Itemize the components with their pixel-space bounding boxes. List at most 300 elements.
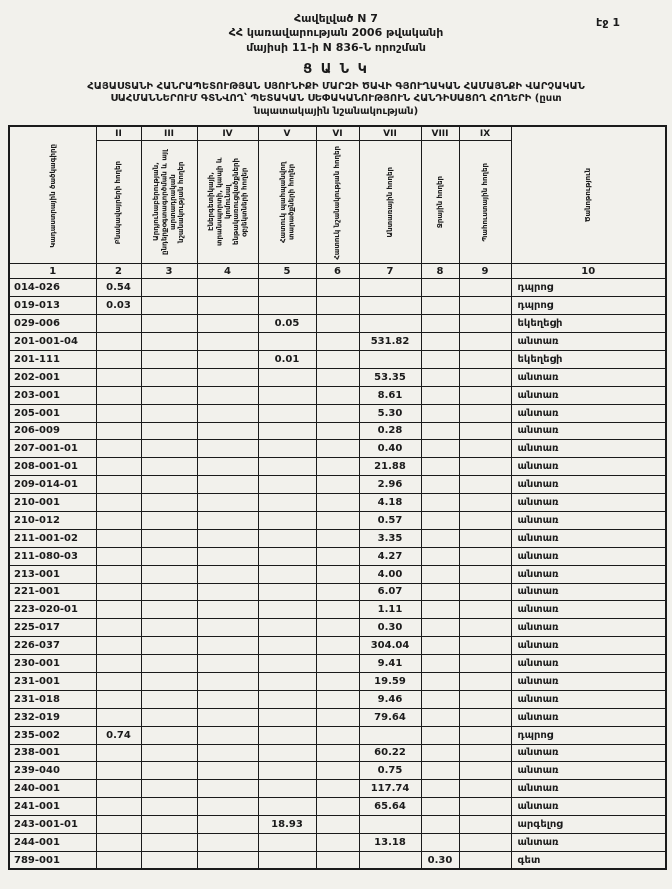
value-cell-col7: 0.28 — [359, 422, 421, 440]
note-cell: անտառ — [511, 333, 666, 351]
cadastral-code-cell: 203-001 — [9, 386, 96, 404]
value-cell-col8 — [421, 547, 459, 565]
table-row — [9, 386, 666, 404]
value-cell-col4 — [197, 511, 258, 529]
value-cell-col8 — [421, 422, 459, 440]
value-cell-col4 — [197, 404, 258, 422]
cadastral-code-cell: 207-001-01 — [9, 440, 96, 458]
value-cell-col9 — [459, 529, 511, 547]
value-cell-col3 — [141, 458, 197, 476]
note-cell: անտառ — [511, 744, 666, 762]
note-cell: անտառ — [511, 762, 666, 780]
roman-numeral-vi: VI — [317, 127, 359, 141]
col-header-industrial-lands — [141, 126, 197, 264]
value-cell-col3 — [141, 708, 197, 726]
value-cell-col7 — [359, 315, 421, 333]
value-cell-col4 — [197, 780, 258, 798]
value-cell-col3 — [141, 529, 197, 547]
table-row — [9, 458, 666, 476]
value-cell-col5 — [258, 440, 316, 458]
value-cell-col5 — [258, 637, 316, 655]
rotated-header-reserve-lands: Պահուստային հողեր — [480, 163, 489, 242]
table-row — [9, 315, 666, 333]
note-cell: անտառ — [511, 529, 666, 547]
value-cell-col4 — [197, 315, 258, 333]
value-cell-col2 — [96, 315, 141, 333]
value-cell-col5 — [258, 565, 316, 583]
roman-numeral-iv: IV — [198, 127, 258, 141]
value-cell-col5 — [258, 368, 316, 386]
value-cell-col4 — [197, 690, 258, 708]
value-cell-col8 — [421, 798, 459, 816]
note-cell: անտառ — [511, 780, 666, 798]
table-row — [9, 404, 666, 422]
cadastral-code-cell: 201-111 — [9, 350, 96, 368]
value-cell-col7: 13.18 — [359, 834, 421, 852]
value-cell-col4 — [197, 476, 258, 494]
value-cell-col7 — [359, 350, 421, 368]
value-cell-col6 — [316, 851, 359, 869]
value-cell-col8 — [421, 458, 459, 476]
value-cell-col6 — [316, 637, 359, 655]
note-cell: անտառ — [511, 458, 666, 476]
value-cell-col3 — [141, 726, 197, 744]
value-cell-col9 — [459, 386, 511, 404]
value-cell-col3 — [141, 440, 197, 458]
rotated-header-infrastructure-lands: Էներգետիկայի, տրանսպորտի, կապի և կոմունալ ենթակառուցվածքների օբյեկտների հողեր — [206, 158, 249, 247]
value-cell-col2 — [96, 440, 141, 458]
value-cell-col3 — [141, 690, 197, 708]
rotated-header-industrial-lands: Արդյունաբերության, ընդերքօգտագործման և այլ արտադրական նշանակության հողեր — [152, 149, 186, 256]
value-cell-col8 — [421, 780, 459, 798]
value-cell-col6 — [316, 440, 359, 458]
value-cell-col3 — [141, 404, 197, 422]
table-row — [9, 422, 666, 440]
column-number-8: 8 — [421, 264, 459, 279]
value-cell-col3 — [141, 851, 197, 869]
value-cell-col2 — [96, 708, 141, 726]
value-cell-col7: 117.74 — [359, 780, 421, 798]
table-row — [9, 350, 666, 368]
cadastral-code-cell: 209-014-01 — [9, 476, 96, 494]
note-cell: անտառ — [511, 476, 666, 494]
value-cell-col6 — [316, 726, 359, 744]
cadastral-code-cell: 211-001-02 — [9, 529, 96, 547]
value-cell-col2 — [96, 655, 141, 673]
table-row — [9, 583, 666, 601]
value-cell-col5 — [258, 708, 316, 726]
value-cell-col7: 0.57 — [359, 511, 421, 529]
value-cell-col5 — [258, 744, 316, 762]
note-cell: անտառ — [511, 440, 666, 458]
table-row — [9, 762, 666, 780]
value-cell-col3 — [141, 583, 197, 601]
value-cell-col6 — [316, 690, 359, 708]
value-cell-col8 — [421, 816, 459, 834]
value-cell-col4 — [197, 494, 258, 512]
value-cell-col8 — [421, 404, 459, 422]
value-cell-col4 — [197, 798, 258, 816]
cadastral-code-cell: 244-001 — [9, 834, 96, 852]
note-cell: անտառ — [511, 547, 666, 565]
table-row — [9, 476, 666, 494]
value-cell-col2 — [96, 834, 141, 852]
value-cell-col3 — [141, 798, 197, 816]
value-cell-col7: 1.11 — [359, 601, 421, 619]
table-row — [9, 368, 666, 386]
cadastral-code-cell: 226-037 — [9, 637, 96, 655]
value-cell-col4 — [197, 601, 258, 619]
note-cell: դպրոց — [511, 279, 666, 297]
note-cell: անտառ — [511, 708, 666, 726]
value-cell-col5 — [258, 547, 316, 565]
value-cell-col9 — [459, 494, 511, 512]
value-cell-col4 — [197, 726, 258, 744]
cadastral-code-cell: 019-013 — [9, 297, 96, 315]
table-row — [9, 529, 666, 547]
value-cell-col5 — [258, 511, 316, 529]
value-cell-col9 — [459, 708, 511, 726]
note-cell: անտառ — [511, 565, 666, 583]
value-cell-col5 — [258, 458, 316, 476]
value-cell-col8 — [421, 333, 459, 351]
cadastral-code-cell: 201-001-04 — [9, 333, 96, 351]
value-cell-col8 — [421, 583, 459, 601]
value-cell-col9 — [459, 780, 511, 798]
column-number-6: 6 — [316, 264, 359, 279]
value-cell-col2 — [96, 511, 141, 529]
value-cell-col2 — [96, 744, 141, 762]
note-cell: անտառ — [511, 583, 666, 601]
value-cell-col7: 531.82 — [359, 333, 421, 351]
value-cell-col6 — [316, 601, 359, 619]
column-number-4: 4 — [197, 264, 258, 279]
value-cell-col7: 8.61 — [359, 386, 421, 404]
cadastral-code-cell: 211-080-03 — [9, 547, 96, 565]
col-header-reserve-lands — [459, 126, 511, 264]
col-header-infrastructure-lands — [197, 126, 258, 264]
value-cell-col2 — [96, 350, 141, 368]
value-cell-col2 — [96, 762, 141, 780]
value-cell-col9 — [459, 690, 511, 708]
table-row — [9, 726, 666, 744]
document-header — [0, 0, 672, 55]
value-cell-col3 — [141, 816, 197, 834]
note-cell: անտառ — [511, 690, 666, 708]
value-cell-col5: 18.93 — [258, 816, 316, 834]
value-cell-col5 — [258, 619, 316, 637]
value-cell-col5 — [258, 529, 316, 547]
value-cell-col8 — [421, 690, 459, 708]
value-cell-col7: 9.46 — [359, 690, 421, 708]
column-number-10: 10 — [511, 264, 666, 279]
value-cell-col3 — [141, 744, 197, 762]
value-cell-col4 — [197, 368, 258, 386]
value-cell-col7: 4.18 — [359, 494, 421, 512]
value-cell-col6 — [316, 350, 359, 368]
value-cell-col4 — [197, 583, 258, 601]
value-cell-col6 — [316, 583, 359, 601]
col-header-special-purpose-lands — [316, 126, 359, 264]
value-cell-col4 — [197, 297, 258, 315]
note-cell: դպրոց — [511, 726, 666, 744]
value-cell-col3 — [141, 619, 197, 637]
cadastral-code-cell: 210-001 — [9, 494, 96, 512]
cadastral-code-cell: 789-001 — [9, 851, 96, 869]
note-cell: անտառ — [511, 404, 666, 422]
cadastral-code-cell: 205-001 — [9, 404, 96, 422]
value-cell-col5 — [258, 726, 316, 744]
state-lands-table — [8, 125, 667, 870]
value-cell-col4 — [197, 333, 258, 351]
value-cell-col2 — [96, 583, 141, 601]
value-cell-col8 — [421, 708, 459, 726]
value-cell-col9 — [459, 672, 511, 690]
value-cell-col3 — [141, 422, 197, 440]
value-cell-col4 — [197, 708, 258, 726]
value-cell-col8 — [421, 511, 459, 529]
value-cell-col5 — [258, 583, 316, 601]
value-cell-col3 — [141, 333, 197, 351]
value-cell-col7: 9.41 — [359, 655, 421, 673]
value-cell-col3 — [141, 297, 197, 315]
value-cell-col8 — [421, 834, 459, 852]
rotated-header-forest-lands: Անտառային հողեր — [385, 167, 394, 238]
roman-numeral-ix: IX — [460, 127, 511, 141]
value-cell-col3 — [141, 494, 197, 512]
value-cell-col2 — [96, 547, 141, 565]
value-cell-col7: 304.04 — [359, 637, 421, 655]
value-cell-col6 — [316, 547, 359, 565]
value-cell-col2 — [96, 690, 141, 708]
value-cell-col9 — [459, 726, 511, 744]
roman-numeral-v: V — [259, 127, 316, 141]
value-cell-col4 — [197, 816, 258, 834]
value-cell-col2 — [96, 422, 141, 440]
note-cell: անտառ — [511, 619, 666, 637]
value-cell-col9 — [459, 851, 511, 869]
value-cell-col7 — [359, 279, 421, 297]
value-cell-col9 — [459, 601, 511, 619]
value-cell-col6 — [316, 744, 359, 762]
table-row — [9, 672, 666, 690]
table-row — [9, 511, 666, 529]
table-row — [9, 798, 666, 816]
value-cell-col2 — [96, 851, 141, 869]
value-cell-col6 — [316, 780, 359, 798]
header-line-government: ՀՀ կառավարության 2006 թվականի — [228, 26, 444, 40]
value-cell-col6 — [316, 386, 359, 404]
value-cell-col6 — [316, 655, 359, 673]
column-number-3: 3 — [141, 264, 197, 279]
table-row — [9, 547, 666, 565]
value-cell-col3 — [141, 655, 197, 673]
cadastral-code-cell: 232-019 — [9, 708, 96, 726]
value-cell-col9 — [459, 440, 511, 458]
value-cell-col5 — [258, 494, 316, 512]
value-cell-col3 — [141, 386, 197, 404]
note-cell: անտառ — [511, 601, 666, 619]
table-row — [9, 279, 666, 297]
value-cell-col7: 4.00 — [359, 565, 421, 583]
value-cell-col6 — [316, 404, 359, 422]
cadastral-code-cell: 239-040 — [9, 762, 96, 780]
value-cell-col4 — [197, 386, 258, 404]
value-cell-col4 — [197, 744, 258, 762]
value-cell-col8 — [421, 637, 459, 655]
value-cell-col5 — [258, 690, 316, 708]
value-cell-col2: 0.54 — [96, 279, 141, 297]
table-row — [9, 834, 666, 852]
value-cell-col6 — [316, 494, 359, 512]
value-cell-col2: 0.03 — [96, 297, 141, 315]
value-cell-col3 — [141, 547, 197, 565]
value-cell-col2 — [96, 816, 141, 834]
note-cell: անտառ — [511, 637, 666, 655]
value-cell-col8 — [421, 619, 459, 637]
value-cell-col3 — [141, 315, 197, 333]
value-cell-col8 — [421, 726, 459, 744]
cadastral-code-cell: 238-001 — [9, 744, 96, 762]
value-cell-col6 — [316, 368, 359, 386]
value-cell-col4 — [197, 440, 258, 458]
column-number-1: 1 — [9, 264, 96, 279]
value-cell-col9 — [459, 404, 511, 422]
cadastral-code-cell: 243-001-01 — [9, 816, 96, 834]
rotated-header-water-lands: Ջրային հողեր — [435, 176, 444, 229]
value-cell-col5: 0.01 — [258, 350, 316, 368]
table-row — [9, 708, 666, 726]
value-cell-col9 — [459, 297, 511, 315]
value-cell-col4 — [197, 565, 258, 583]
value-cell-col8 — [421, 672, 459, 690]
note-cell: անտառ — [511, 368, 666, 386]
table-body — [9, 279, 666, 869]
value-cell-col8 — [421, 744, 459, 762]
value-cell-col6 — [316, 619, 359, 637]
value-cell-col7: 3.35 — [359, 529, 421, 547]
value-cell-col8 — [421, 315, 459, 333]
value-cell-col7: 53.35 — [359, 368, 421, 386]
table-row — [9, 780, 666, 798]
value-cell-col9 — [459, 798, 511, 816]
col-header-settlement-lands — [96, 126, 141, 264]
cadastral-code-cell: 241-001 — [9, 798, 96, 816]
value-cell-col3 — [141, 637, 197, 655]
table-row — [9, 619, 666, 637]
value-cell-col6 — [316, 297, 359, 315]
value-cell-col3 — [141, 368, 197, 386]
value-cell-col9 — [459, 619, 511, 637]
col-header-water-lands — [421, 126, 459, 264]
value-cell-col7: 6.07 — [359, 583, 421, 601]
value-cell-col5 — [258, 279, 316, 297]
value-cell-col9 — [459, 762, 511, 780]
value-cell-col3 — [141, 762, 197, 780]
col-header-forest-lands — [359, 126, 421, 264]
column-number-5: 5 — [258, 264, 316, 279]
value-cell-col8 — [421, 529, 459, 547]
value-cell-col7: 65.64 — [359, 798, 421, 816]
cadastral-code-cell: 231-018 — [9, 690, 96, 708]
value-cell-col2 — [96, 637, 141, 655]
value-cell-col5 — [258, 762, 316, 780]
cadastral-code-cell: 225-017 — [9, 619, 96, 637]
value-cell-col2 — [96, 494, 141, 512]
note-cell: անտառ — [511, 422, 666, 440]
note-cell: եկեղեցի — [511, 315, 666, 333]
value-cell-col2 — [96, 798, 141, 816]
value-cell-col5 — [258, 780, 316, 798]
value-cell-col3 — [141, 511, 197, 529]
header-line-appendix: Հավելված N 7 — [294, 12, 378, 25]
value-cell-col2 — [96, 404, 141, 422]
value-cell-col9 — [459, 315, 511, 333]
value-cell-col9 — [459, 279, 511, 297]
value-cell-col4 — [197, 672, 258, 690]
rotated-header-special-purpose-lands: Հատուկ նշանակության հողեր — [333, 145, 342, 260]
value-cell-col7: 4.27 — [359, 547, 421, 565]
value-cell-col6 — [316, 458, 359, 476]
value-cell-col5 — [258, 297, 316, 315]
subtitle-line-3: նպատակային նշանակության) — [253, 105, 419, 117]
value-cell-col7: 60.22 — [359, 744, 421, 762]
value-cell-col6 — [316, 762, 359, 780]
value-cell-col8 — [421, 601, 459, 619]
note-cell: անտառ — [511, 655, 666, 673]
rotated-header-settlement-lands: Բնակավայրերի հողեր — [114, 160, 123, 245]
value-cell-col8 — [421, 368, 459, 386]
value-cell-col2 — [96, 333, 141, 351]
value-cell-col4 — [197, 547, 258, 565]
column-number-9: 9 — [459, 264, 511, 279]
rotated-header-protected-lands: Հատուկ պահպանվող տարածքների հողեր — [278, 161, 295, 243]
page-number: էջ 1 — [596, 16, 620, 29]
table-row — [9, 851, 666, 869]
subtitle-line-1: ՀԱՅԱՍՏԱՆԻ ՀԱՆՐԱՊԵՏՈՒԹՅԱՆ ՍՅՈՒՆԻՔԻ ՄԱՐԶԻ ԾԱՎԻ ԳՅՈՒՂԱԿԱՆ ՀԱՄԱՅՆՔԻ ՎԱՐՉԱԿԱՆ — [87, 80, 585, 92]
table-row — [9, 601, 666, 619]
value-cell-col2 — [96, 386, 141, 404]
table-row — [9, 333, 666, 351]
value-cell-col4 — [197, 637, 258, 655]
value-cell-col8 — [421, 655, 459, 673]
value-cell-col8 — [421, 762, 459, 780]
value-cell-col3 — [141, 672, 197, 690]
cadastral-code-cell: 231-001 — [9, 672, 96, 690]
value-cell-col7: 5.30 — [359, 404, 421, 422]
table-row — [9, 494, 666, 512]
note-cell: դպրոց — [511, 297, 666, 315]
value-cell-col5 — [258, 851, 316, 869]
value-cell-col5 — [258, 834, 316, 852]
value-cell-col2 — [96, 458, 141, 476]
value-cell-col9 — [459, 744, 511, 762]
value-cell-col7: 0.75 — [359, 762, 421, 780]
value-cell-col6 — [316, 798, 359, 816]
value-cell-col7: 0.40 — [359, 440, 421, 458]
value-cell-col9 — [459, 476, 511, 494]
value-cell-col7 — [359, 816, 421, 834]
value-cell-col2 — [96, 780, 141, 798]
roman-numeral-ii: II — [97, 127, 141, 141]
table-row — [9, 655, 666, 673]
value-cell-col4 — [197, 529, 258, 547]
column-number-row — [9, 264, 666, 279]
roman-numeral-viii: VIII — [422, 127, 459, 141]
value-cell-col8 — [421, 386, 459, 404]
cadastral-code-cell: 221-001 — [9, 583, 96, 601]
value-cell-col5 — [258, 655, 316, 673]
